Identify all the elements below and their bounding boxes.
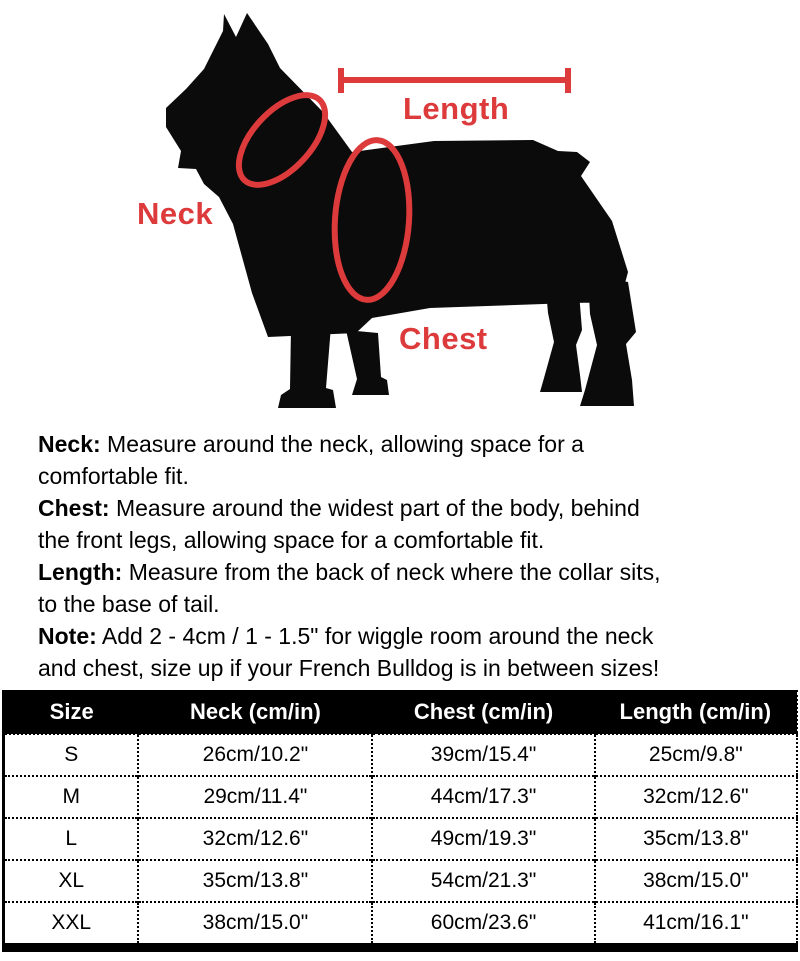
- table-row: [4, 860, 798, 902]
- table-row: [4, 776, 798, 818]
- neck-cell: 38cm/15.0": [138, 902, 372, 948]
- chest-cell: 44cm/17.3": [372, 776, 594, 818]
- size-chart-table: [2, 690, 798, 952]
- chest-instruction-text-line1: Measure around the widest part of the body, behind: [115, 495, 640, 521]
- size-cell: XL: [4, 860, 139, 902]
- neck-instruction-text-line1: Measure around the neck, allowing space for a: [107, 431, 584, 457]
- measuring-instructions: [0, 424, 800, 684]
- neck-instruction-label: Neck:: [38, 431, 101, 457]
- chest-cell: 49cm/19.3": [372, 818, 594, 860]
- chest-cell: 39cm/15.4": [372, 734, 594, 776]
- note-instruction-label: Note:: [38, 623, 97, 649]
- chest-cell: 54cm/21.3": [372, 860, 594, 902]
- column-header-length: Length (cm/in): [595, 690, 797, 734]
- column-header-size: Size: [4, 690, 139, 734]
- length-label: Length: [403, 91, 510, 126]
- size-cell: M: [4, 776, 139, 818]
- note-instruction: [38, 620, 762, 684]
- column-header-neck: Neck (cm/in): [138, 690, 372, 734]
- length-instruction-text-line1: Measure from the back of neck where the collar sits,: [128, 559, 661, 585]
- length-instruction-label: Length:: [38, 559, 123, 585]
- size-cell: S: [4, 734, 139, 776]
- neck-label: Neck: [137, 196, 214, 231]
- table-row: [4, 818, 798, 860]
- header-row: [4, 690, 798, 734]
- neck-cell: 26cm/10.2": [138, 734, 372, 776]
- length-measure-line: [341, 68, 568, 93]
- chest-instruction: [38, 492, 762, 556]
- neck-cell: 35cm/13.8": [138, 860, 372, 902]
- chest-instruction-label: Chest:: [38, 495, 110, 521]
- chest-cell: 60cm/23.6": [372, 902, 594, 948]
- note-instruction-text-line1: Add 2 - 4cm / 1 - 1.5" for wiggle room around the neck: [101, 623, 654, 649]
- length-cell: 35cm/13.8": [595, 818, 797, 860]
- note-instruction-text-line2: and chest, size up if your French Bulldog is in between sizes!: [38, 655, 660, 681]
- size-cell: L: [4, 818, 139, 860]
- neck-instruction-text-line2: comfortable fit.: [38, 463, 189, 489]
- measurement-diagram: [0, 0, 800, 424]
- length-cell: 32cm/12.6": [595, 776, 797, 818]
- table-row: [4, 734, 798, 776]
- column-header-chest: Chest (cm/in): [372, 690, 594, 734]
- length-cell: 25cm/9.8": [595, 734, 797, 776]
- length-cell: 41cm/16.1": [595, 902, 797, 948]
- size-cell: XXL: [4, 902, 139, 948]
- neck-cell: 29cm/11.4": [138, 776, 372, 818]
- neck-instruction: [38, 428, 762, 492]
- chest-instruction-text-line2: the front legs, allowing space for a comfortable fit.: [38, 527, 545, 553]
- chest-label: Chest: [399, 321, 488, 356]
- table-row: [4, 902, 798, 948]
- neck-cell: 32cm/12.6": [138, 818, 372, 860]
- dog-diagram-svg: [0, 0, 800, 424]
- length-instruction: [38, 556, 762, 620]
- length-instruction-text-line2: to the base of tail.: [38, 591, 220, 617]
- length-cell: 38cm/15.0": [595, 860, 797, 902]
